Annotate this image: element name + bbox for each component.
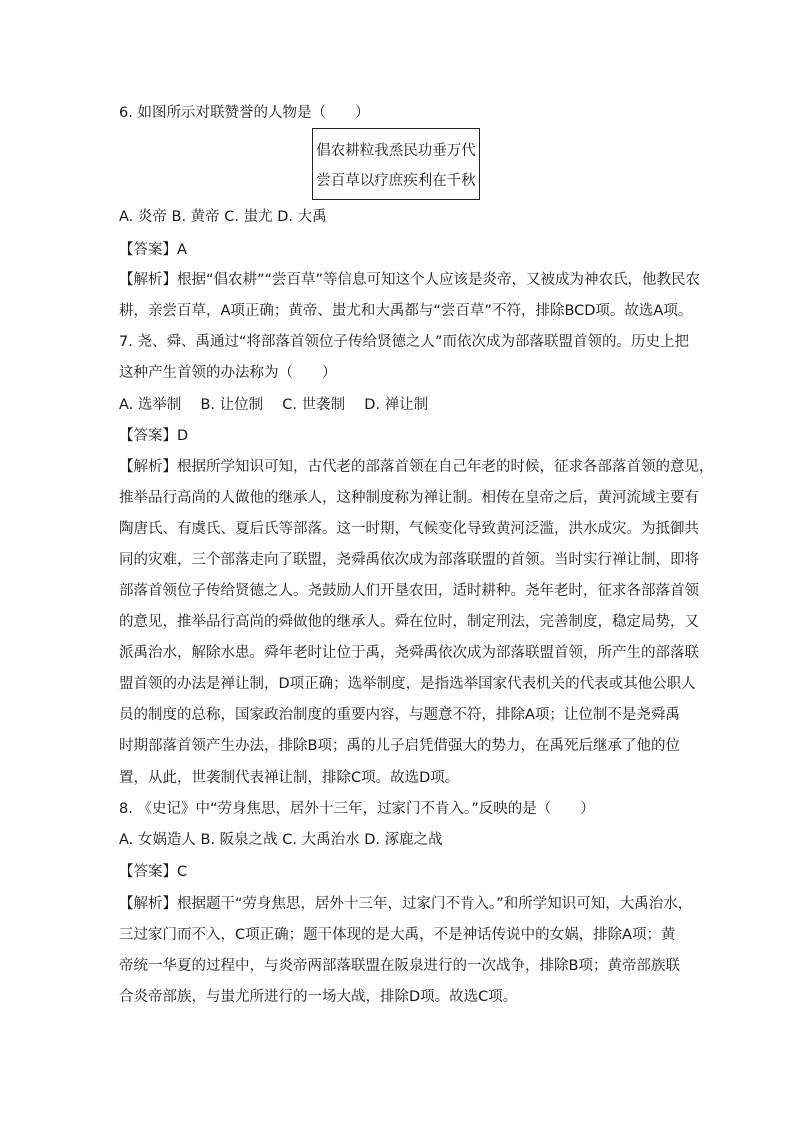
- q6-analysis-line: 耕，亲尝百草，A项正确；黄帝、蚩尤和大禹都与“尝百草”不符，排除BCD项。故选A项。: [119, 303, 693, 319]
- q7-analysis-line: 同的灾难，三个部落走向了联盟，尧舜禹依次成为部落联盟的首领。当时实行禅让制，即将: [119, 552, 699, 568]
- q7-analysis-line: 盟首领的办法是禅让制，D项正确；选举制度，是指选举国家代表机关的代表或其他公职人: [119, 676, 696, 692]
- q8-analysis-line: 三过家门而不入，C项正确；题干体现的是大禹，不是神话传说中的女娲，排除A项；黄: [119, 927, 676, 943]
- q6-couplet-box: [312, 128, 480, 200]
- q8-stem: 8. 《史记》中“劳身焦思，居外十三年，过家门不肯入。”反映的是（ ）: [119, 801, 595, 817]
- q7-analysis-line: 【解析】根据所学知识可知，古代老的部落首领在自己年老的时候，征求各部落首领的意见，: [119, 459, 714, 475]
- q8-analysis-line: 【解析】根据题干“劳身焦思，居外十三年，过家门不肯入。”和所学知识可知，大禹治水，: [119, 896, 693, 912]
- q6-analysis-line: 【解析】根据“倡农耕”“尝百草”等信息可知这个人应该是炎帝，又被成为神农氏，他教民农: [119, 272, 701, 288]
- q7-analysis-line: 时期部落首领产生办法，排除B项；禹的儿子启凭借强大的势力，在禹死后继承了他的位: [119, 738, 680, 754]
- q7-stem-line: 这种产生首领的办法称为（ ）: [119, 365, 337, 381]
- q7-answer: 【答案】D: [119, 428, 189, 444]
- q8-analysis-line: 帝统一华夏的过程中，与炎帝两部落联盟在阪泉进行的一次战争，排除B项；黄帝部族联: [119, 958, 680, 974]
- q7-analysis-line: 员的制度的总称，国家政治制度的重要内容，与题意不符，排除A项；让位制不是尧舜禹: [119, 707, 680, 723]
- q7-options: A. 选举制 B. 让位制 C. 世袭制 D. 禅让制: [119, 397, 429, 413]
- q7-stem-line: 7. 尧、舜、禹通过“将部落首领位子传给贤德之人”而依次成为部落联盟首领的。历史上把: [119, 334, 689, 350]
- q7-analysis-line: 陶唐氏、有虞氏、夏后氏等部落。这一时期，气候变化导致黄河泛滥，洪水成灾。为抵御共: [119, 521, 699, 537]
- q8-answer: 【答案】C: [119, 864, 188, 880]
- q6-couplet-line-2: 尝百草以疗庶疾利在千秋: [316, 173, 476, 189]
- q6-stem: 6. 如图所示对联赞誉的人物是（ ）: [119, 105, 370, 121]
- q6-answer: 【答案】A: [119, 242, 187, 258]
- q7-analysis-line: 置，从此，世袭制代表禅让制，排除C项。故选D项。: [119, 770, 460, 786]
- q8-analysis-line: 合炎帝部族，与蚩尤所进行的一场大战，排除D项。故选C项。: [119, 989, 518, 1005]
- q7-analysis-line: 部落首领位子传给贤德之人。尧鼓励人们开垦农田，适时耕种。尧年老时，征求各部落首领: [119, 583, 699, 599]
- q6-options: A. 炎帝 B. 黄帝 C. 蚩尤 D. 大禹: [119, 209, 327, 225]
- q6-couplet-line-1: 倡农耕粒我烝民功垂万代: [316, 143, 476, 159]
- q7-analysis-line: 派禹治水，解除水患。舜年老时让位于禹，尧舜禹依次成为部落联盟首领，所产生的部落联: [119, 645, 699, 661]
- q7-analysis-line: 推举品行高尚的人做他的继承人，这种制度称为禅让制。相传在皇帝之后，黄河流域主要有: [119, 490, 699, 506]
- q7-analysis-line: 的意见，推举品行高尚的舜做他的继承人。舜在位时，制定刑法，完善制度，稳定局势，又: [119, 614, 699, 630]
- q8-options: A. 女娲造人 B. 阪泉之战 C. 大禹治水 D. 涿鹿之战: [119, 832, 443, 848]
